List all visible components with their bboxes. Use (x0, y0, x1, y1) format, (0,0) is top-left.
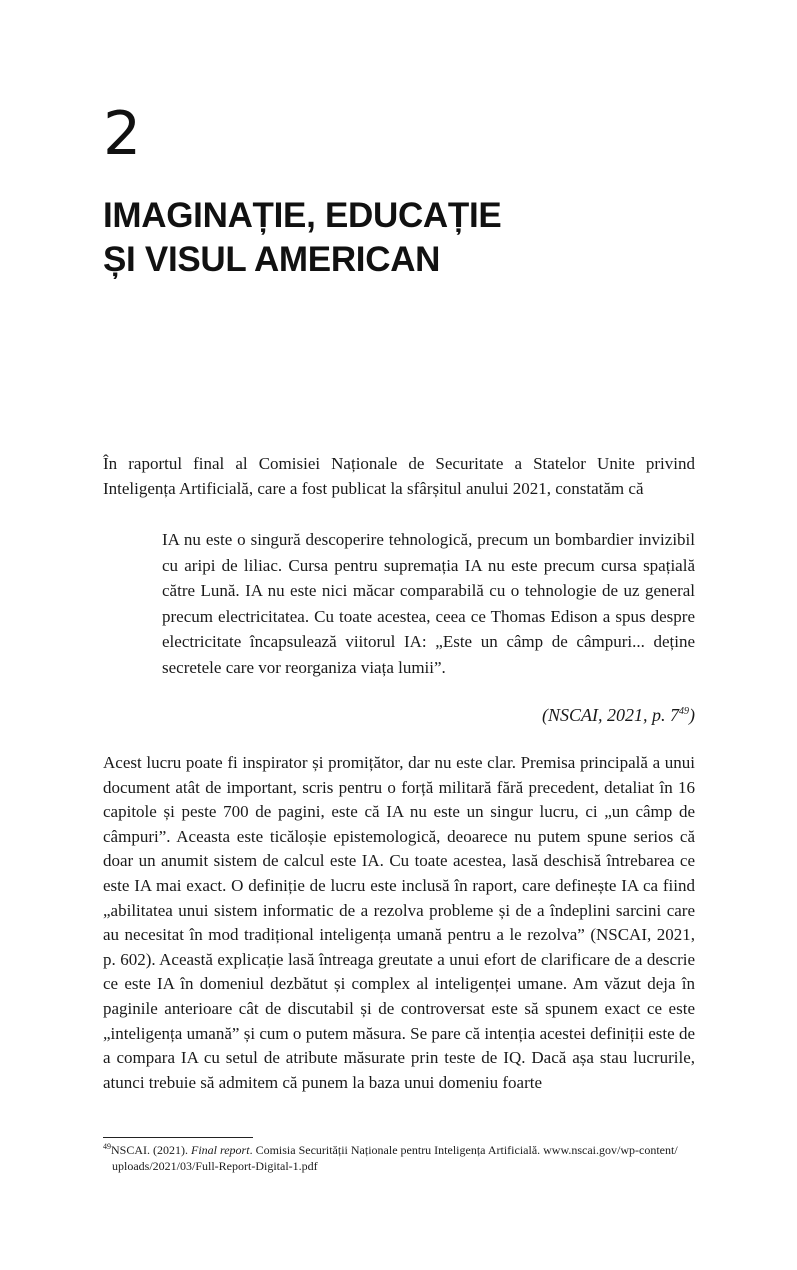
footnote-mark: 49 (103, 1142, 111, 1151)
citation-close: ) (689, 705, 695, 725)
chapter-title-line-2: ȘI VISUL AMERICAN (103, 240, 441, 279)
footnote-divider (103, 1137, 253, 1138)
block-quote: IA nu este o singură descoperire tehnologică, precum un bombardier invizibil cu aripi de liliac. Cursa pentru supremația IA nu este precum cursa spațială către Lună. IA nu este nici măcar comparabilă cu o tehnologie de uz general precum electricitatea. Cu toate acestea, ceea ce Thomas Edison a spus despre electricitate încapsulează viitorul IA: „Este un câmp de câmpuri... deține secretele care vor reorganiza viața lumii”. (162, 530, 695, 677)
quote-citation (103, 702, 695, 728)
chapter-title (103, 194, 703, 282)
citation-text: (NSCAI, 2021, p. 7 (542, 705, 679, 725)
chapter-title-line-1: IMAGINAȚIE, EDUCAȚIE (103, 196, 502, 235)
footnote (103, 1142, 695, 1174)
citation-footnote-ref: 49 (679, 706, 689, 717)
footnote-url: uploads/2021/03/Full-Report-Digital-1.pdf (112, 1159, 318, 1173)
body-paragraph: Acest lucru poate fi inspirator și promițător, dar nu este clar. Premisa principală a unui document atât de important, scris pentru o forță militară fără precedent, detaliat în 16 capitole și peste 700 de pagini, este că IA nu este un singur lucru, ci „un câmp de câmpuri”. Aceasta este ticăloșie epistemologică, deoarece nu putem spune serios că doar un anumit sistem de calcul este IA. Cu toate acestea, lasă deschisă întrebarea ce este IA mai exact. O definiție de lucru este inclusă în raport, care definește IA ca fiind „abilitatea unui sistem informatic de a rezolva probleme și de a îndeplini sarcini care au necesitat în mod tradițional inteligența umană pentru a le rezolva” (NSCAI, 2021, p. 602). Această explicație lasă întreaga greutate a unui efort de clarificare de a descrie ce este IA în domeniul dezbătut și complex al inteligenței umane. Am văzut deja în paginile anterioare cât de discutabil și de controversat este să spunem exact ce este „inteligența umană” și cum o putem măsura. Se pare că intenția acestei definiții este de a compara IA cu setul de atribute măsurate prin teste de IQ. Dacă așa stau lucrurile, atunci trebuie să admitem că punem la baza unui domeniu foarte (103, 753, 695, 1092)
footnote-lead: NSCAI. (2021). (111, 1143, 191, 1157)
chapter-number: 2 (103, 99, 142, 169)
footnote-rest: . Comisia Securității Naționale pentru Inteligența Artificială. www.nscai.gov/wp-content/ (249, 1143, 678, 1157)
footnote-title: Final report (191, 1143, 250, 1157)
intro-paragraph: În raportul final al Comisiei Naționale de Securitate a Statelor Unite privind Inteligența Artificială, care a fost publicat la sfârșitul anului 2021, constatăm că (103, 454, 695, 498)
